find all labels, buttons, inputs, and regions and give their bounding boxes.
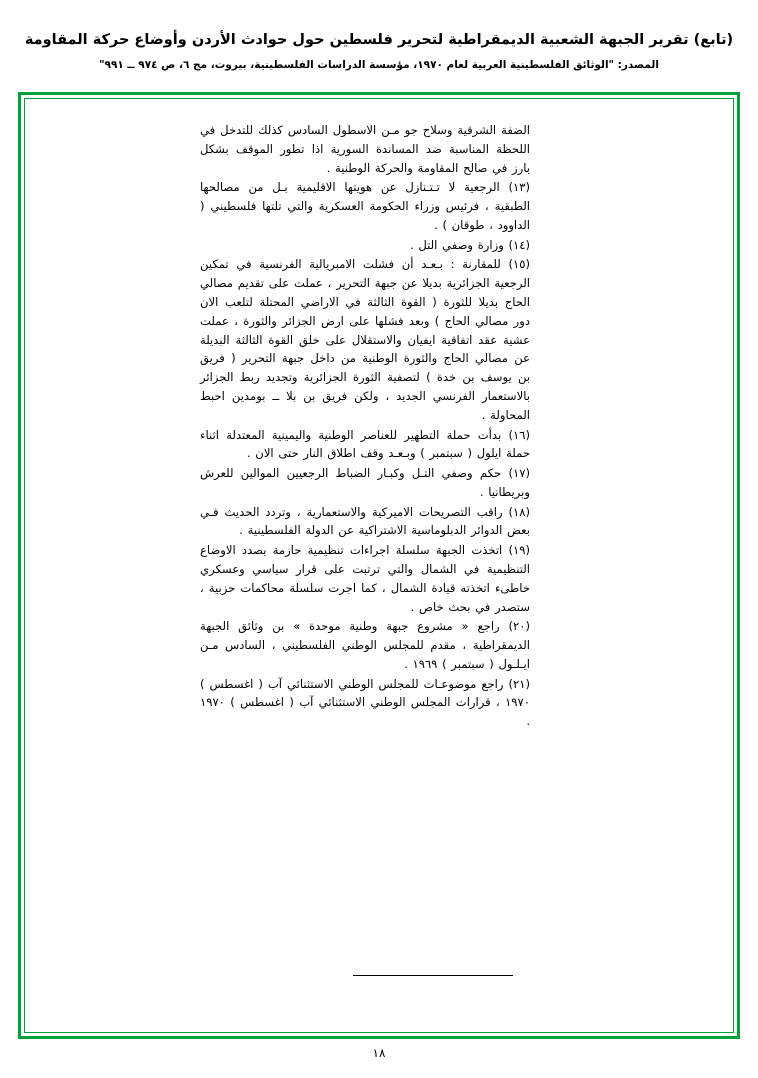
page-number: ١٨ [372, 1046, 386, 1060]
paragraph: (١٦) بدأت حملة التطهير للعناصر الوطنية واليمينية المعتدلة اثناء حملة ايلول ( سبتمبر ) وبـعـد وقف اطلاق النار حتى الان . [200, 427, 530, 461]
paragraph: الضفة الشرقية وسلاح جو مـن الاسطول السادس كذلك للتدخل في اللحظة المناسبة ضد المساندة السورية اذا تطور الموقف بشكل بارز في صالح المقاومة والحركة الوطنية . [200, 123, 530, 175]
paragraph: (١٤) وزارة وصفي التل . [409, 237, 530, 252]
body-text-column [200, 121, 530, 732]
page-header [0, 0, 758, 71]
paragraph: (٢٠) راجع « مشروع جبهة وطنية موحدة » بن وثائق الجبهة الديمقراطية ، مقدم للمجلس الوطني الفلسطيني ، السادس مـن ايـلـول ( سبتمبر ) ١٩٦٩ . [200, 619, 530, 671]
paragraph: (١٨) راقب التصريحات الاميركية والاستعمارية ، وتردد الحديث فـي بعض الدوائر الدبلوماسية الاشتراكية عن الدولة الفلسطينية . [200, 504, 530, 538]
paragraph: (١٥) للمقارنة : بـعـد أن فشلت الامبريالية الفرنسية في تمكين الرجعية الجزائرية بديلا عن جبهة التحرير ، عملت على تقديم مصالي الحاج بديلا للثورة ( القوة الثالثة في الاراضي المحتلة لتلعب الان دور مصالي الحاج ) وبعد فشلها على ارض الجزائر والثورة ، عملت عشية عقد اتفاقية ايفيان والاستقلال على خلق القوة الثالثة البديلة عن مصالي الحاج والثورة الوطنية من داخل جبهة التحرير ( فريق بن يوسف بن خدة ) لتصفية الثورة الجزائرية وتجديد ربط الجزائر بالاستعمار الفرنسي الجديد ، ولكن فريق بن بلا ــ بومدين احبط المحاولة . [200, 257, 530, 422]
paragraph: (٢١) راجع موضوعـات للمجلس الوطني الاستثنائي آب ( اغسطس ) ١٩٧٠ ، قرارات المجلس الوطني الاستثنائي آب ( اغسطس ) ١٩٧٠ . [200, 676, 530, 729]
paragraph: (١٧) حكم وصفي التـل وكبـار الضباط الرجعيين الموالين للعرش وبريطانيا . [200, 466, 530, 499]
paragraph: (١٩) اتخذت الجبهة سلسلة اجراءات تنظيمية حازمة بصدد الاوضاع التنظيمية في الشمال والتي ترتبت على قرار سياسي وعسكري خاطىء اتخذته قيادة الشمال ، كما اجرت سلسلة محاكمات حزبية ، ستصدر في بحث خاص . [200, 543, 530, 614]
source-line: المصدر: "الوثائق الفلسطينية العربية لعام ١٩٧٠، مؤسسة الدراسات الفلسطينية، بيروت، مج ٦، ص ٩٧٤ ــ ٩٩١" [99, 59, 659, 72]
footnote-separator-rule [353, 975, 513, 976]
green-border-frame [18, 92, 740, 1039]
paragraph: (١٣) الرجعية لا تـتـنازل عن هويتها الاقليمية بـل من مصالحها الطبقية ، فرئيس وزراء الحكومة العسكرية والتي تلتها فلسطيني ( الداوود ، طوقان ) . [200, 180, 530, 232]
page-title: (تابع) تقرير الجبهة الشعبية الديمقراطية لتحرير فلسطين حول حوادث الأردن وأوضاع حركة المقاومة [24, 32, 734, 48]
